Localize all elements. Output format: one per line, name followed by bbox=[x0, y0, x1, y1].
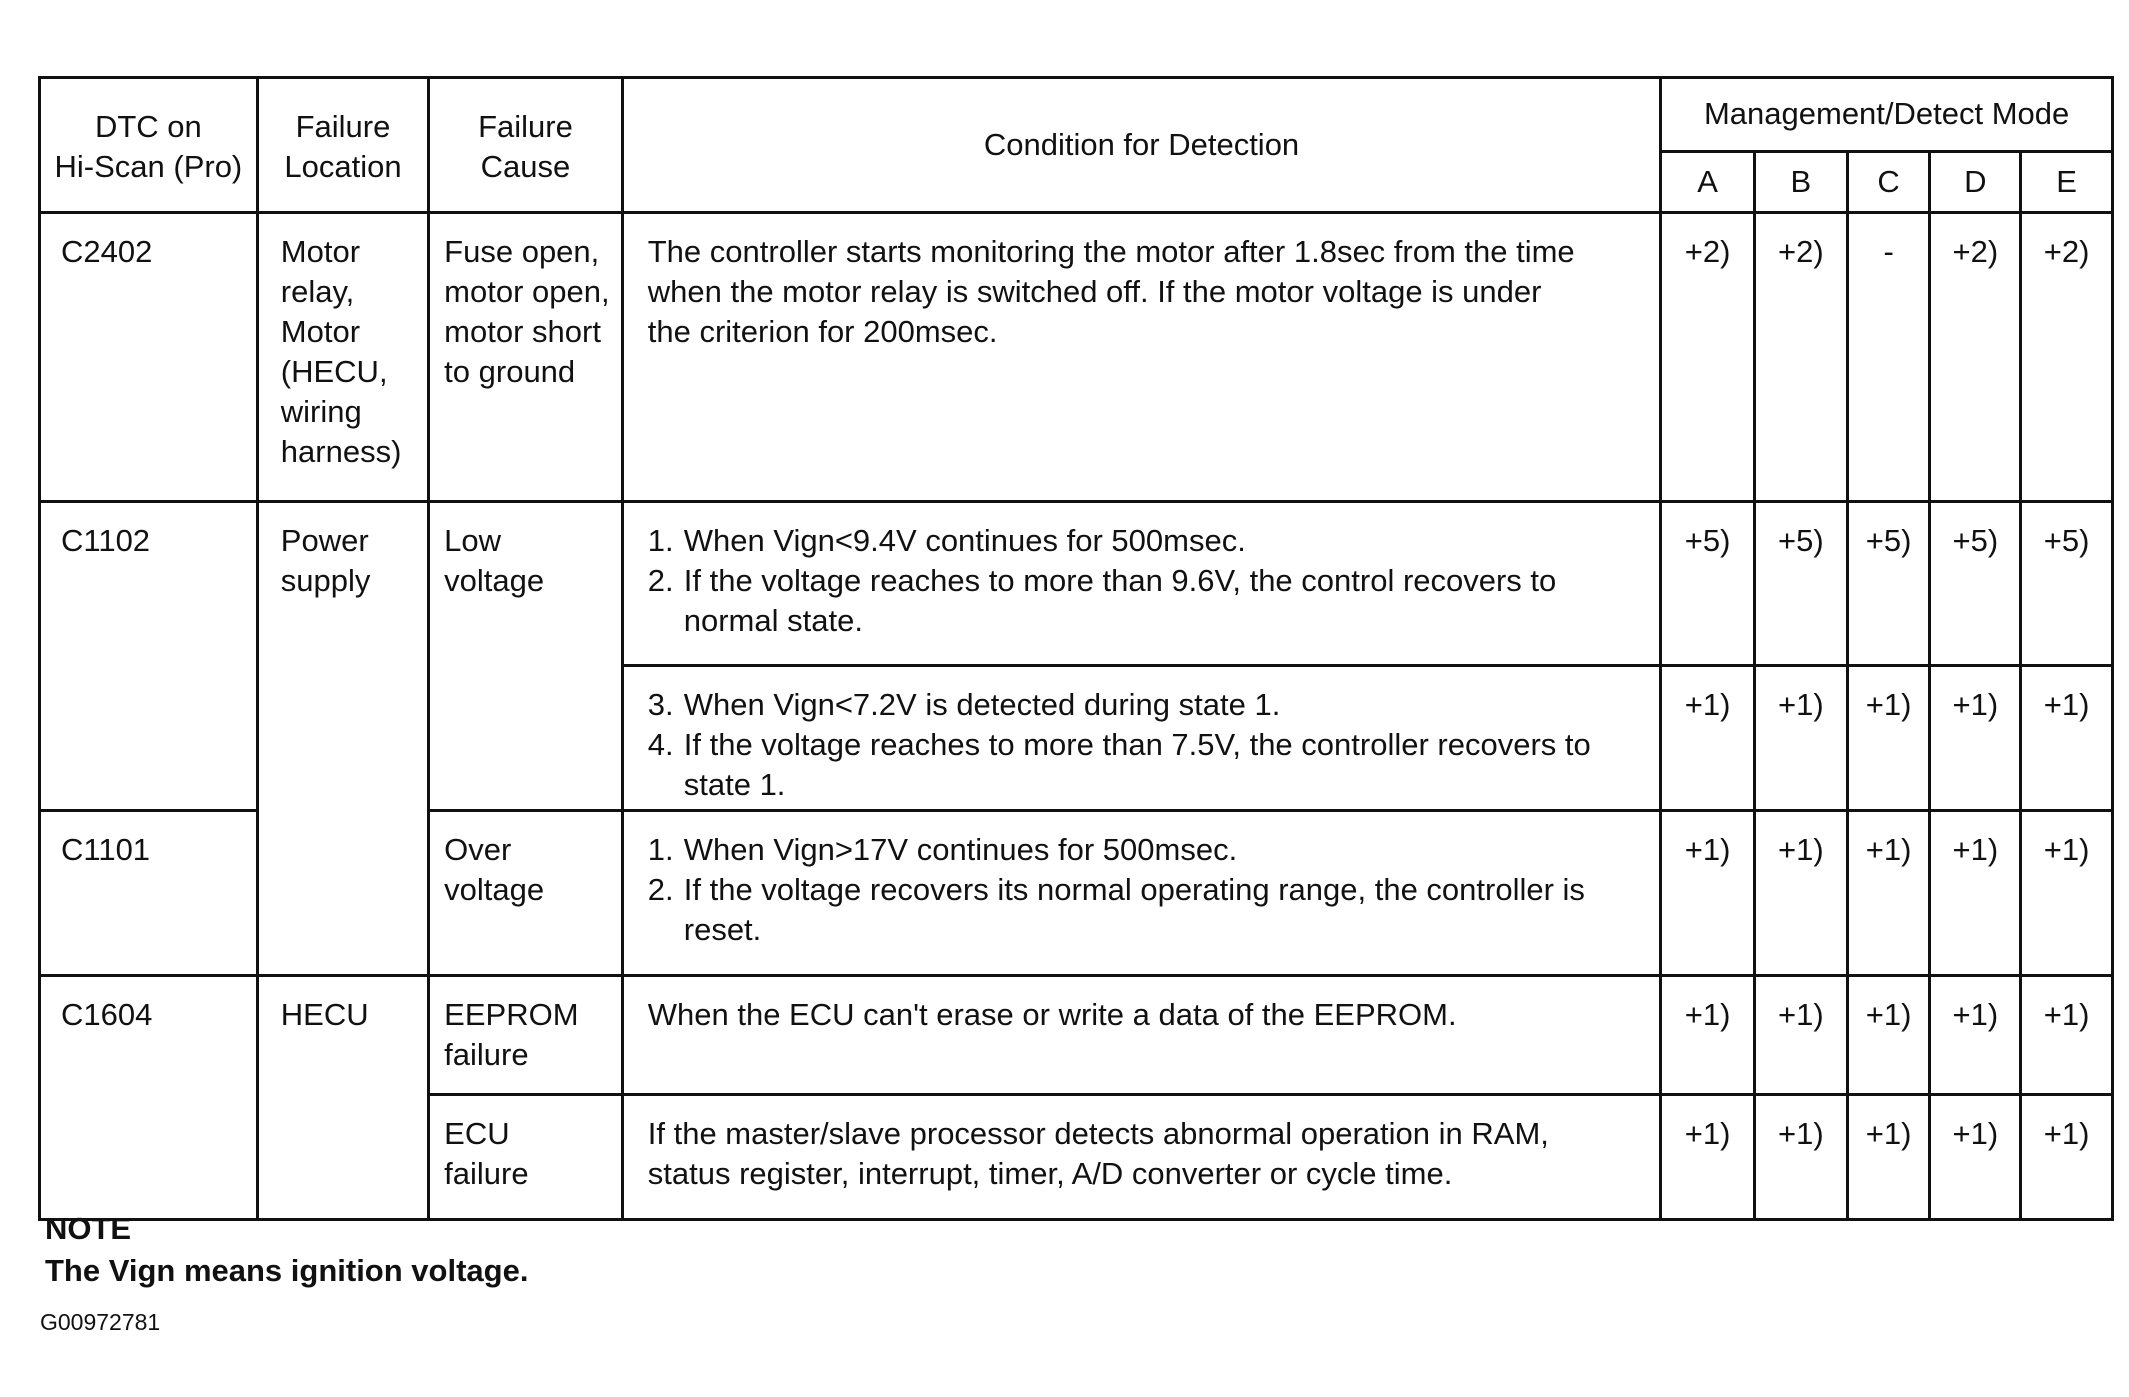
detection-condition bbox=[622, 666, 1661, 811]
mode-c-value: +1) bbox=[1847, 1095, 1930, 1220]
note-block bbox=[45, 1208, 528, 1292]
condition-item: 1. When Vign>17V continues for 500msec. bbox=[647, 832, 1238, 867]
table-row bbox=[40, 213, 2113, 502]
dtc-code: C1604 bbox=[40, 976, 258, 1220]
mode-a-value: +5) bbox=[1661, 502, 1755, 666]
mode-b-value: +1) bbox=[1755, 976, 1848, 1095]
header-failure-cause: Failure Cause bbox=[429, 78, 623, 213]
mode-c-value: +1) bbox=[1847, 976, 1930, 1095]
mode-e-value: +1) bbox=[2021, 666, 2113, 811]
note-title: NOTE bbox=[45, 1211, 132, 1246]
mode-a-value: +2) bbox=[1661, 213, 1755, 502]
detection-condition bbox=[622, 811, 1661, 976]
detection-condition: If the master/slave processor detects abnormal operation in RAM, status register, interrupt, timer, A/D converter or cycle time. bbox=[622, 1095, 1661, 1220]
mode-e-value: +5) bbox=[2021, 502, 2113, 666]
mode-a-value: +1) bbox=[1661, 811, 1755, 976]
failure-cause: Low voltage bbox=[429, 502, 623, 811]
failure-cause: EEPROM failure bbox=[429, 976, 623, 1095]
mode-a-value: +1) bbox=[1661, 976, 1755, 1095]
mode-e-value: +1) bbox=[2021, 1095, 2113, 1220]
condition-item: 1. When Vign<9.4V continues for 500msec. bbox=[647, 523, 1246, 558]
failure-location: Motor relay, Motor (HECU, wiring harness) bbox=[257, 213, 428, 502]
header-failure-location: Failure Location bbox=[257, 78, 428, 213]
mode-d-value: +1) bbox=[1930, 976, 2021, 1095]
failure-location: HECU bbox=[257, 976, 428, 1220]
table-row bbox=[40, 976, 2113, 1095]
mode-c-value: +5) bbox=[1847, 502, 1930, 666]
header-mode-b: B bbox=[1755, 151, 1848, 212]
condition-item: 4. If the voltage reaches to more than 7.5V, the controller recovers to state 1. bbox=[647, 727, 1591, 802]
note-text: The Vign means ignition voltage. bbox=[45, 1253, 529, 1288]
mode-c-value: - bbox=[1847, 213, 1930, 502]
mode-d-value: +1) bbox=[1930, 1095, 2021, 1220]
mode-b-value: +1) bbox=[1755, 1095, 1848, 1220]
failure-location: Power supply bbox=[257, 502, 428, 976]
figure-id: G00972781 bbox=[40, 1309, 161, 1335]
condition-item: 2. If the voltage reaches to more than 9.6V, the control recovers to normal state. bbox=[647, 563, 1557, 638]
mode-b-value: +5) bbox=[1755, 502, 1848, 666]
mode-a-value: +1) bbox=[1661, 666, 1755, 811]
mode-c-value: +1) bbox=[1847, 811, 1930, 976]
failure-cause: ECU failure bbox=[429, 1095, 623, 1220]
detection-condition: The controller starts monitoring the motor after 1.8sec from the time when the motor relay is switched off. If the motor voltage is under the criterion for 200msec. bbox=[622, 213, 1661, 502]
mode-d-value: +1) bbox=[1930, 666, 2021, 811]
header-mode-a: A bbox=[1661, 151, 1755, 212]
mode-e-value: +1) bbox=[2021, 811, 2113, 976]
mode-a-value: +1) bbox=[1661, 1095, 1755, 1220]
mode-b-value: +1) bbox=[1755, 666, 1848, 811]
mode-d-value: +1) bbox=[1930, 811, 2021, 976]
mode-e-value: +1) bbox=[2021, 976, 2113, 1095]
header-mode-d: D bbox=[1930, 151, 2021, 212]
dtc-code: C2402 bbox=[40, 213, 258, 502]
dtc-code: C1101 bbox=[40, 811, 258, 976]
dtc-code: C1102 bbox=[40, 502, 258, 811]
detection-condition: When the ECU can't erase or write a data of the EEPROM. bbox=[622, 976, 1661, 1095]
header-mode-e: E bbox=[2021, 151, 2113, 212]
header-condition: Condition for Detection bbox=[622, 78, 1661, 213]
failure-cause: Fuse open, motor open, motor short to ground bbox=[429, 213, 623, 502]
dtc-table bbox=[38, 76, 2114, 1221]
table-row bbox=[40, 502, 2113, 666]
mode-e-value: +2) bbox=[2021, 213, 2113, 502]
failure-cause: Over voltage bbox=[429, 811, 623, 976]
mode-d-value: +5) bbox=[1930, 502, 2021, 666]
header-dtc: DTC on Hi-Scan (Pro) bbox=[40, 78, 258, 213]
mode-d-value: +2) bbox=[1930, 213, 2021, 502]
mode-b-value: +2) bbox=[1755, 213, 1848, 502]
mode-b-value: +1) bbox=[1755, 811, 1848, 976]
condition-item: 2. If the voltage recovers its normal operating range, the controller is reset. bbox=[647, 872, 1585, 947]
mode-c-value: +1) bbox=[1847, 666, 1930, 811]
header-mode-title: Management/Detect Mode bbox=[1661, 78, 2113, 152]
detection-condition bbox=[622, 502, 1661, 666]
header-mode-c: C bbox=[1847, 151, 1930, 212]
condition-item: 3. When Vign<7.2V is detected during state 1. bbox=[647, 687, 1281, 722]
